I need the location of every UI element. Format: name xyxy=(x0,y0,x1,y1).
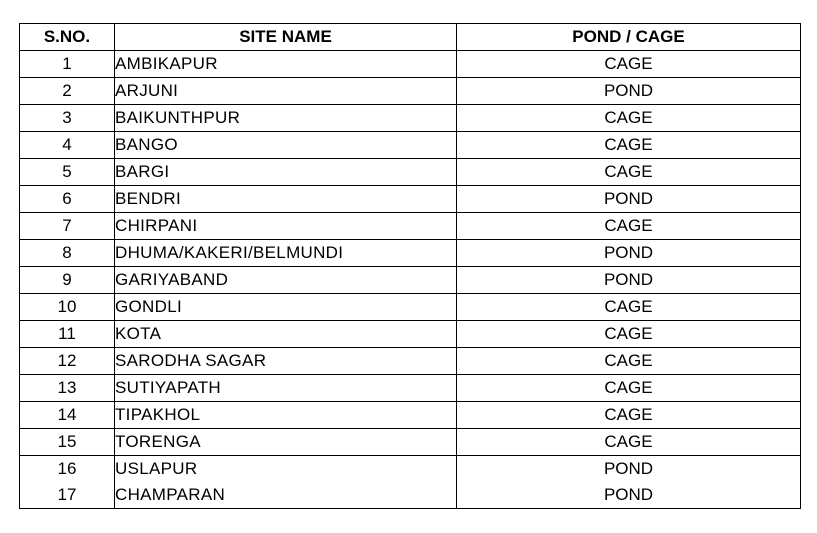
table-row xyxy=(20,186,801,213)
cell-site-name: SUTIYAPATH xyxy=(115,375,457,402)
table-row xyxy=(20,159,801,186)
cell-sno: 8 xyxy=(20,240,115,267)
cell-sno: 2 xyxy=(20,78,115,105)
cell-sno: 14 xyxy=(20,402,115,429)
table-header-row xyxy=(20,24,801,51)
table-row xyxy=(20,456,801,483)
cell-pond-cage: CAGE xyxy=(457,213,801,240)
cell-site-name: KOTA xyxy=(115,321,457,348)
cell-site-name: CHAMPARAN xyxy=(115,482,457,509)
table-row xyxy=(20,132,801,159)
cell-sno: 1 xyxy=(20,51,115,78)
table-row xyxy=(20,375,801,402)
table-row xyxy=(20,482,801,509)
cell-site-name: BENDRI xyxy=(115,186,457,213)
cell-site-name: ARJUNI xyxy=(115,78,457,105)
cell-pond-cage: POND xyxy=(457,240,801,267)
table-row xyxy=(20,78,801,105)
cell-sno: 7 xyxy=(20,213,115,240)
cell-site-name: CHIRPANI xyxy=(115,213,457,240)
cell-sno: 5 xyxy=(20,159,115,186)
cell-pond-cage: CAGE xyxy=(457,321,801,348)
cell-sno: 4 xyxy=(20,132,115,159)
cell-site-name: BAIKUNTHPUR xyxy=(115,105,457,132)
header-pond-cage: POND / CAGE xyxy=(457,24,801,51)
cell-pond-cage: CAGE xyxy=(457,51,801,78)
site-table xyxy=(19,23,801,509)
cell-sno: 17 xyxy=(20,482,115,509)
table-row xyxy=(20,105,801,132)
cell-site-name: SARODHA SAGAR xyxy=(115,348,457,375)
cell-sno: 6 xyxy=(20,186,115,213)
cell-pond-cage: CAGE xyxy=(457,375,801,402)
cell-site-name: AMBIKAPUR xyxy=(115,51,457,78)
cell-pond-cage: CAGE xyxy=(457,294,801,321)
cell-sno: 3 xyxy=(20,105,115,132)
cell-pond-cage: CAGE xyxy=(457,159,801,186)
cell-site-name: BARGI xyxy=(115,159,457,186)
table-row xyxy=(20,240,801,267)
table-body xyxy=(20,51,801,509)
cell-site-name: TIPAKHOL xyxy=(115,402,457,429)
cell-pond-cage: CAGE xyxy=(457,429,801,456)
cell-sno: 11 xyxy=(20,321,115,348)
table-row xyxy=(20,213,801,240)
cell-sno: 9 xyxy=(20,267,115,294)
header-site-name: SITE NAME xyxy=(115,24,457,51)
cell-pond-cage: CAGE xyxy=(457,105,801,132)
cell-site-name: BANGO xyxy=(115,132,457,159)
cell-pond-cage: POND xyxy=(457,78,801,105)
cell-site-name: TORENGA xyxy=(115,429,457,456)
cell-site-name: GONDLI xyxy=(115,294,457,321)
header-sno: S.NO. xyxy=(20,24,115,51)
table-row xyxy=(20,402,801,429)
cell-site-name: GARIYABAND xyxy=(115,267,457,294)
cell-site-name: USLAPUR xyxy=(115,456,457,483)
cell-pond-cage: POND xyxy=(457,267,801,294)
cell-pond-cage: POND xyxy=(457,456,801,483)
cell-site-name: DHUMA/KAKERI/BELMUNDI xyxy=(115,240,457,267)
cell-sno: 12 xyxy=(20,348,115,375)
cell-sno: 16 xyxy=(20,456,115,483)
cell-sno: 10 xyxy=(20,294,115,321)
cell-pond-cage: CAGE xyxy=(457,402,801,429)
cell-sno: 13 xyxy=(20,375,115,402)
table-row xyxy=(20,348,801,375)
cell-pond-cage: CAGE xyxy=(457,348,801,375)
cell-sno: 15 xyxy=(20,429,115,456)
table-row xyxy=(20,429,801,456)
cell-pond-cage: POND xyxy=(457,482,801,509)
table-row xyxy=(20,51,801,78)
table-row xyxy=(20,294,801,321)
cell-pond-cage: POND xyxy=(457,186,801,213)
cell-pond-cage: CAGE xyxy=(457,132,801,159)
table-row xyxy=(20,267,801,294)
table-row xyxy=(20,321,801,348)
